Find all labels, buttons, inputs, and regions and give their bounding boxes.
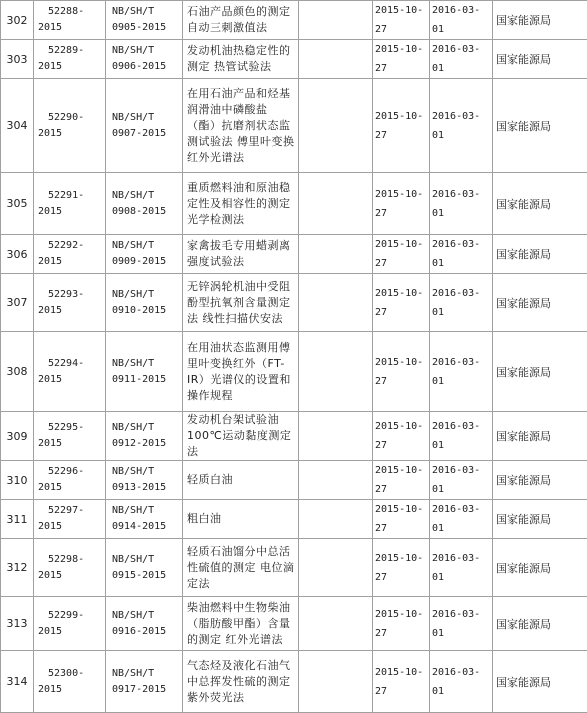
publish-date-line: 2015-10-	[375, 40, 427, 59]
standard-title	[183, 500, 299, 539]
standard-number-line: NB/SH/T	[112, 188, 180, 204]
standard-title-line: 测试验法 傅里叶变换	[187, 134, 296, 150]
publish-date-line: 27	[375, 519, 427, 538]
effective-date	[430, 539, 493, 597]
standard-number-line: 0917-2015	[112, 682, 180, 698]
effective-date	[430, 1, 493, 40]
row-number: 305	[1, 173, 34, 235]
plan-code-line: 52290-	[38, 110, 103, 126]
standard-title-line: 发动机油热稳定性的	[187, 43, 296, 59]
plan-code-line: 52291-	[38, 188, 103, 204]
effective-date-line: 01	[432, 126, 490, 145]
publish-date	[373, 539, 430, 597]
issuing-department: 国家能源局	[493, 40, 587, 79]
effective-date-line: 2016-03-	[432, 353, 490, 372]
publish-date-line: 27	[375, 436, 427, 455]
publish-date-line: 2015-10-	[375, 1, 427, 20]
standard-title-line: 测定 热管试验法	[187, 59, 296, 75]
issuing-department: 国家能源局	[493, 500, 587, 539]
plan-code	[34, 597, 106, 651]
plan-code	[34, 1, 106, 40]
table-row	[1, 597, 587, 651]
plan-code-line: 2015	[38, 436, 103, 452]
plan-code	[34, 40, 106, 79]
plan-code-line: 52292-	[38, 238, 103, 254]
replaced-standard	[299, 500, 373, 539]
standard-title-line: 操作规程	[187, 388, 296, 404]
effective-date-line: 2016-03-	[432, 663, 490, 682]
standard-number-line: NB/SH/T	[112, 43, 180, 59]
standard-number	[106, 235, 183, 274]
standard-number-line: 0916-2015	[112, 624, 180, 640]
standard-title	[183, 274, 299, 332]
standard-title-line: 重质燃料油和原油稳	[187, 180, 296, 196]
standard-number-line: NB/SH/T	[112, 356, 180, 372]
replaced-standard	[299, 412, 373, 461]
standard-title-line: 轻质石油馏分中总活	[187, 544, 296, 560]
row-number: 314	[1, 651, 34, 713]
standard-number	[106, 597, 183, 651]
publish-date-line: 27	[375, 682, 427, 701]
plan-code-line: 2015	[38, 254, 103, 270]
standard-title-line: 定法	[187, 576, 296, 592]
publish-date-line: 2015-10-	[375, 500, 427, 519]
effective-date	[430, 597, 493, 651]
standard-number-line: 0915-2015	[112, 568, 180, 584]
standard-number	[106, 1, 183, 40]
effective-date	[430, 173, 493, 235]
table-row	[1, 461, 587, 500]
publish-date	[373, 500, 430, 539]
plan-code-line: 2015	[38, 480, 103, 496]
plan-code-line: 2015	[38, 519, 103, 535]
row-number: 311	[1, 500, 34, 539]
table-row	[1, 235, 587, 274]
effective-date	[430, 274, 493, 332]
plan-code	[34, 332, 106, 412]
standard-title	[183, 461, 299, 500]
plan-code-line: 2015	[38, 682, 103, 698]
standard-number-line: NB/SH/T	[112, 552, 180, 568]
standard-number	[106, 332, 183, 412]
effective-date	[430, 79, 493, 173]
publish-date	[373, 173, 430, 235]
standard-title-line: 100℃运动黏度测定法	[187, 428, 296, 460]
standard-number-line: NB/SH/T	[112, 110, 180, 126]
standard-title-line: 强度试验法	[187, 254, 296, 270]
replaced-standard	[299, 1, 373, 40]
effective-date-line: 01	[432, 254, 490, 273]
standard-title	[183, 235, 299, 274]
effective-date	[430, 40, 493, 79]
standard-title-line: 粗白油	[187, 511, 296, 527]
standard-title-line: 酚型抗氧剂含量测定	[187, 295, 296, 311]
effective-date-line: 01	[432, 20, 490, 39]
plan-code-line: 52289-	[38, 43, 103, 59]
publish-date-line: 2015-10-	[375, 605, 427, 624]
standard-title-line: 红外光谱法	[187, 150, 296, 166]
standard-title-line: 紫外荧光法	[187, 690, 296, 706]
publish-date	[373, 40, 430, 79]
standard-title-line: 在用石油产品和烃基	[187, 86, 296, 102]
replaced-standard	[299, 79, 373, 173]
issuing-department: 国家能源局	[493, 79, 587, 173]
publish-date-line: 27	[375, 372, 427, 391]
table-row	[1, 40, 587, 79]
effective-date-line: 2016-03-	[432, 235, 490, 254]
replaced-standard	[299, 597, 373, 651]
publish-date-line: 2015-10-	[375, 461, 427, 480]
standard-title-line: 法 线性扫描伏安法	[187, 311, 296, 327]
effective-date-line: 2016-03-	[432, 549, 490, 568]
standard-title-line: 润滑油中磷酸盐	[187, 102, 296, 118]
plan-code	[34, 500, 106, 539]
publish-date	[373, 274, 430, 332]
plan-code-line: 52297-	[38, 503, 103, 519]
standard-title-line: 无锌涡轮机油中受阻	[187, 279, 296, 295]
effective-date-line: 01	[432, 372, 490, 391]
standard-title-line: 自动三刺激值法	[187, 20, 296, 36]
replaced-standard	[299, 274, 373, 332]
publish-date-line: 2015-10-	[375, 417, 427, 436]
standard-number	[106, 173, 183, 235]
issuing-department: 国家能源局	[493, 539, 587, 597]
effective-date	[430, 500, 493, 539]
standard-title-line: 定性及相容性的测定	[187, 196, 296, 212]
standard-number-line: 0908-2015	[112, 204, 180, 220]
effective-date-line: 01	[432, 480, 490, 499]
standard-number-line: 0910-2015	[112, 303, 180, 319]
standard-title-line: 中总挥发性硫的测定	[187, 674, 296, 690]
effective-date	[430, 235, 493, 274]
plan-code-line: 2015	[38, 303, 103, 319]
publish-date	[373, 597, 430, 651]
standard-number-line: NB/SH/T	[112, 464, 180, 480]
standard-title	[183, 597, 299, 651]
issuing-department: 国家能源局	[493, 274, 587, 332]
standard-number-line: 0909-2015	[112, 254, 180, 270]
plan-code-line: 2015	[38, 568, 103, 584]
standard-number-line: NB/SH/T	[112, 238, 180, 254]
effective-date-line: 01	[432, 624, 490, 643]
table-row	[1, 500, 587, 539]
standard-title-line: 柴油燃料中生物柴油	[187, 600, 296, 616]
publish-date-line: 2015-10-	[375, 549, 427, 568]
effective-date-line: 2016-03-	[432, 40, 490, 59]
standard-title-line: 性硫值的测定 电位滴	[187, 560, 296, 576]
standard-number-line: 0913-2015	[112, 480, 180, 496]
standard-number	[106, 500, 183, 539]
row-number: 313	[1, 597, 34, 651]
table-body	[1, 1, 587, 713]
publish-date-line: 27	[375, 126, 427, 145]
publish-date	[373, 332, 430, 412]
plan-code	[34, 79, 106, 173]
standard-title	[183, 332, 299, 412]
table-row	[1, 173, 587, 235]
plan-code	[34, 412, 106, 461]
replaced-standard	[299, 461, 373, 500]
replaced-standard	[299, 539, 373, 597]
publish-date-line: 2015-10-	[375, 235, 427, 254]
table-row	[1, 79, 587, 173]
issuing-department: 国家能源局	[493, 412, 587, 461]
standard-title	[183, 173, 299, 235]
plan-code-line: 52298-	[38, 552, 103, 568]
standard-title	[183, 412, 299, 461]
publish-date-line: 2015-10-	[375, 663, 427, 682]
effective-date-line: 2016-03-	[432, 500, 490, 519]
issuing-department: 国家能源局	[493, 235, 587, 274]
publish-date-line: 27	[375, 254, 427, 273]
publish-date-line: 27	[375, 204, 427, 223]
plan-code	[34, 235, 106, 274]
table-row	[1, 412, 587, 461]
plan-code-line: 52294-	[38, 356, 103, 372]
standard-title-line: IR）光谱仪的设置和	[187, 372, 296, 388]
plan-code-line: 2015	[38, 204, 103, 220]
plan-code	[34, 461, 106, 500]
table-row	[1, 651, 587, 713]
standard-number-line: 0907-2015	[112, 126, 180, 142]
plan-code-line: 52299-	[38, 608, 103, 624]
row-number: 304	[1, 79, 34, 173]
standard-title	[183, 651, 299, 713]
row-number: 312	[1, 539, 34, 597]
issuing-department: 国家能源局	[493, 173, 587, 235]
publish-date-line: 27	[375, 59, 427, 78]
publish-date-line: 27	[375, 20, 427, 39]
plan-code-line: 52295-	[38, 420, 103, 436]
effective-date-line: 2016-03-	[432, 605, 490, 624]
issuing-department: 国家能源局	[493, 461, 587, 500]
plan-code	[34, 651, 106, 713]
replaced-standard	[299, 40, 373, 79]
standard-number-line: NB/SH/T	[112, 503, 180, 519]
standard-number	[106, 412, 183, 461]
standard-title-line: 在用油状态监测用傅	[187, 340, 296, 356]
row-number: 302	[1, 1, 34, 40]
standard-number	[106, 274, 183, 332]
publish-date-line: 2015-10-	[375, 107, 427, 126]
standard-title	[183, 539, 299, 597]
publish-date	[373, 1, 430, 40]
standard-number-line: 0912-2015	[112, 436, 180, 452]
replaced-standard	[299, 332, 373, 412]
standard-title-line: （脂肪酸甲酯）含量	[187, 616, 296, 632]
plan-code-line: 2015	[38, 126, 103, 142]
effective-date-line: 2016-03-	[432, 185, 490, 204]
standard-number-line: 0905-2015	[112, 20, 180, 36]
plan-code-line: 2015	[38, 624, 103, 640]
standard-number	[106, 461, 183, 500]
effective-date	[430, 412, 493, 461]
standard-title-line: 轻质白油	[187, 472, 296, 488]
row-number: 306	[1, 235, 34, 274]
standard-number	[106, 651, 183, 713]
standard-title-line: 里叶变换红外（FT-	[187, 356, 296, 372]
plan-code-line: 2015	[38, 59, 103, 75]
effective-date-line: 2016-03-	[432, 107, 490, 126]
publish-date	[373, 461, 430, 500]
standard-number	[106, 539, 183, 597]
effective-date-line: 01	[432, 568, 490, 587]
plan-code	[34, 539, 106, 597]
publish-date-line: 27	[375, 303, 427, 322]
replaced-standard	[299, 235, 373, 274]
publish-date-line: 2015-10-	[375, 353, 427, 372]
publish-date	[373, 235, 430, 274]
standard-number-line: NB/SH/T	[112, 666, 180, 682]
plan-code-line: 52293-	[38, 287, 103, 303]
issuing-department: 国家能源局	[493, 1, 587, 40]
publish-date-line: 2015-10-	[375, 284, 427, 303]
row-number: 308	[1, 332, 34, 412]
plan-code-line: 52296-	[38, 464, 103, 480]
effective-date-line: 01	[432, 303, 490, 322]
issuing-department: 国家能源局	[493, 651, 587, 713]
publish-date-line: 27	[375, 624, 427, 643]
row-number: 310	[1, 461, 34, 500]
publish-date-line: 27	[375, 568, 427, 587]
issuing-department: 国家能源局	[493, 332, 587, 412]
table-row	[1, 539, 587, 597]
standard-title-line: 石油产品颜色的测定	[187, 4, 296, 20]
plan-code-line: 2015	[38, 372, 103, 388]
effective-date-line: 01	[432, 59, 490, 78]
standard-number-line: 0906-2015	[112, 59, 180, 75]
standard-title-line: （酯）抗磨剂状态监	[187, 118, 296, 134]
standard-number	[106, 40, 183, 79]
replaced-standard	[299, 173, 373, 235]
table-row	[1, 332, 587, 412]
standard-title-line: 气态烃及液化石油气	[187, 658, 296, 674]
plan-code-line: 52300-	[38, 666, 103, 682]
effective-date-line: 01	[432, 204, 490, 223]
row-number: 307	[1, 274, 34, 332]
publish-date-line: 2015-10-	[375, 185, 427, 204]
effective-date-line: 2016-03-	[432, 284, 490, 303]
plan-code	[34, 274, 106, 332]
effective-date	[430, 461, 493, 500]
standard-number-line: 0914-2015	[112, 519, 180, 535]
plan-code-line: 2015	[38, 20, 103, 36]
publish-date-line: 27	[375, 480, 427, 499]
standard-number-line: NB/SH/T	[112, 4, 180, 20]
publish-date	[373, 79, 430, 173]
effective-date	[430, 651, 493, 713]
standard-number-line: NB/SH/T	[112, 608, 180, 624]
effective-date-line: 01	[432, 682, 490, 701]
publish-date	[373, 412, 430, 461]
table-row	[1, 274, 587, 332]
standard-title	[183, 40, 299, 79]
effective-date-line: 01	[432, 436, 490, 455]
plan-code-line: 52288-	[38, 4, 103, 20]
effective-date-line: 01	[432, 519, 490, 538]
row-number: 309	[1, 412, 34, 461]
standard-title	[183, 1, 299, 40]
effective-date-line: 2016-03-	[432, 417, 490, 436]
standard-title-line: 光学检测法	[187, 212, 296, 228]
standard-title	[183, 79, 299, 173]
effective-date-line: 2016-03-	[432, 461, 490, 480]
standard-number-line: NB/SH/T	[112, 287, 180, 303]
table-row	[1, 1, 587, 40]
effective-date	[430, 332, 493, 412]
standard-title-line: 的测定 红外光谱法	[187, 632, 296, 648]
effective-date-line: 2016-03-	[432, 1, 490, 20]
replaced-standard	[299, 651, 373, 713]
standard-title-line: 家禽拔毛专用蜡剥离	[187, 238, 296, 254]
standard-number	[106, 79, 183, 173]
plan-code	[34, 173, 106, 235]
standard-title-line: 发动机台架试验油	[187, 412, 296, 428]
publish-date	[373, 651, 430, 713]
standard-number-line: 0911-2015	[112, 372, 180, 388]
row-number: 303	[1, 40, 34, 79]
standard-number-line: NB/SH/T	[112, 420, 180, 436]
issuing-department: 国家能源局	[493, 597, 587, 651]
